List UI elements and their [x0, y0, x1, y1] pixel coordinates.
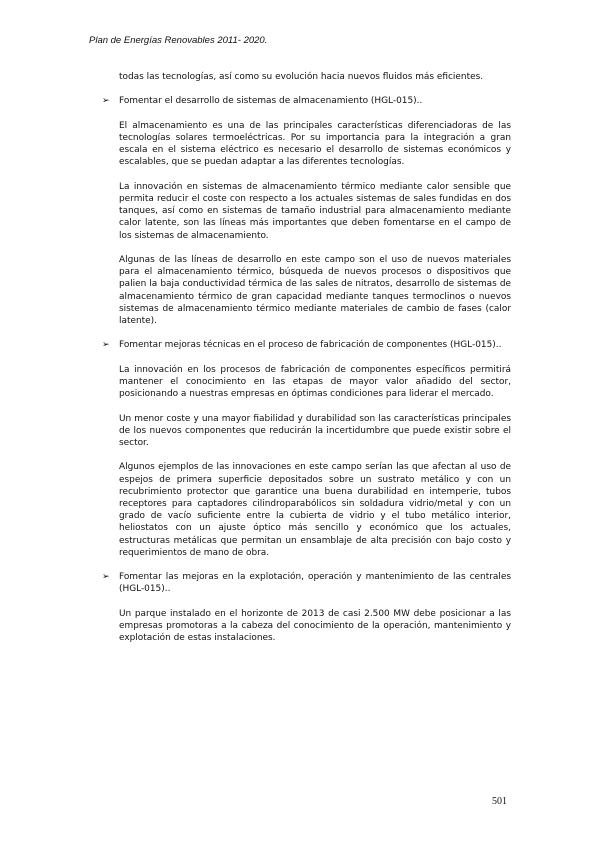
- body-paragraph: La innovación en sistemas de almacenamiento térmico mediante calor sensible que permita reducir el coste con respecto a los actuales sistemas de sales fundidas en dos tanques, así como en sistemas de tamaño industrial para almacenamiento mediante calor latente, son las líneas más importantes que deben fomentarse en el campo de los sistemas de almacenamiento.: [119, 181, 511, 241]
- body-paragraph: Algunas de las líneas de desarrollo en este campo son el uso de nuevos materiales para el almacenamiento térmico, búsqueda de nuevos procesos o dispositivos que palien la baja conductividad térmica de las sales de nitratos, desarrollo de sistemas de almacenamiento térmico de gran capacidad mediante tanques termoclinos o nuevos sistemas de almacenamiento térmico mediante materiales de cambio de fases (calor latente).: [119, 254, 511, 326]
- section-heading-text: Fomentar mejoras técnicas en el proceso de fabricación de componentes (HGL-015)..: [119, 340, 502, 351]
- page-number: 501: [492, 796, 507, 807]
- section-heading-text: Fomentar las mejoras en la explotación, operación y mantenimiento de las centrales (HGL-015)..: [119, 572, 511, 595]
- intro-paragraph: todas las tecnologías, así como su evolución hacia nuevos fluidos más eficientes.: [119, 72, 484, 82]
- body-paragraph: La innovación en los procesos de fabricación de componentes específicos permitirá mantener el conocimiento en las etapas de mayor valor añadido del sector, posicionando a nuestras empresas en óptimas condiciones para liderar el mercado.: [119, 364, 511, 400]
- section-heading-operation: [102, 571, 511, 595]
- body-paragraph: Un menor coste y una mayor fiabilidad y durabilidad son las características principales de los nuevos componentes que reducirán la incertidumbre que puede existir sobre el sector.: [119, 413, 511, 448]
- section-heading-text: Fomentar el desarrollo de sistemas de almacenamiento (HGL-015)..: [119, 96, 423, 107]
- arrow-bullet-icon: ➢: [102, 96, 110, 107]
- body-paragraph: Un parque instalado en el horizonte de 2013 de casi 2.500 MW debe posicionar a las empresas promotoras a la cabeza del conocimiento de la operación, mantenimiento y explotación de estas instalaciones.: [119, 608, 511, 644]
- page-header: Plan de Energías Renovables 2011- 2020.: [89, 35, 268, 46]
- body-paragraph: El almacenamiento es una de las principales características diferenciadoras de las tecnologías solares termoeléctricas. Por su importancia para la integración a gran escala en el sistema eléctrico es necesario el desarrollo de sistemas económicos y escalables, que se puedan adaptar a las diferentes tecnologías.: [119, 120, 511, 168]
- arrow-bullet-icon: ➢: [102, 340, 110, 351]
- document-body: [101, 71, 511, 657]
- body-paragraph: Algunos ejemplos de las innovaciones en este campo serían las que afectan al uso de espejos de primera superficie depositados sobre un sustrato metálico y con un recubrimiento protector que garantice una buena durabilidad en intemperie, tubos receptores para captadores cilindroparabólicos sin soldadura vidrio/metal y con un grado de vacío suficiente entre la cubierta de vidrio y el tubo metálico interior, heliostatos con un ajuste óptico más sencillo y económico que los actuales, estructuras metálicas que permitan un ensamblaje de alta precisión con bajo costo y requerimientos de mano de obra.: [119, 462, 511, 558]
- section-heading-storage: [102, 95, 511, 107]
- arrow-bullet-icon: ➢: [102, 572, 110, 583]
- section-heading-manufacturing: [102, 339, 511, 351]
